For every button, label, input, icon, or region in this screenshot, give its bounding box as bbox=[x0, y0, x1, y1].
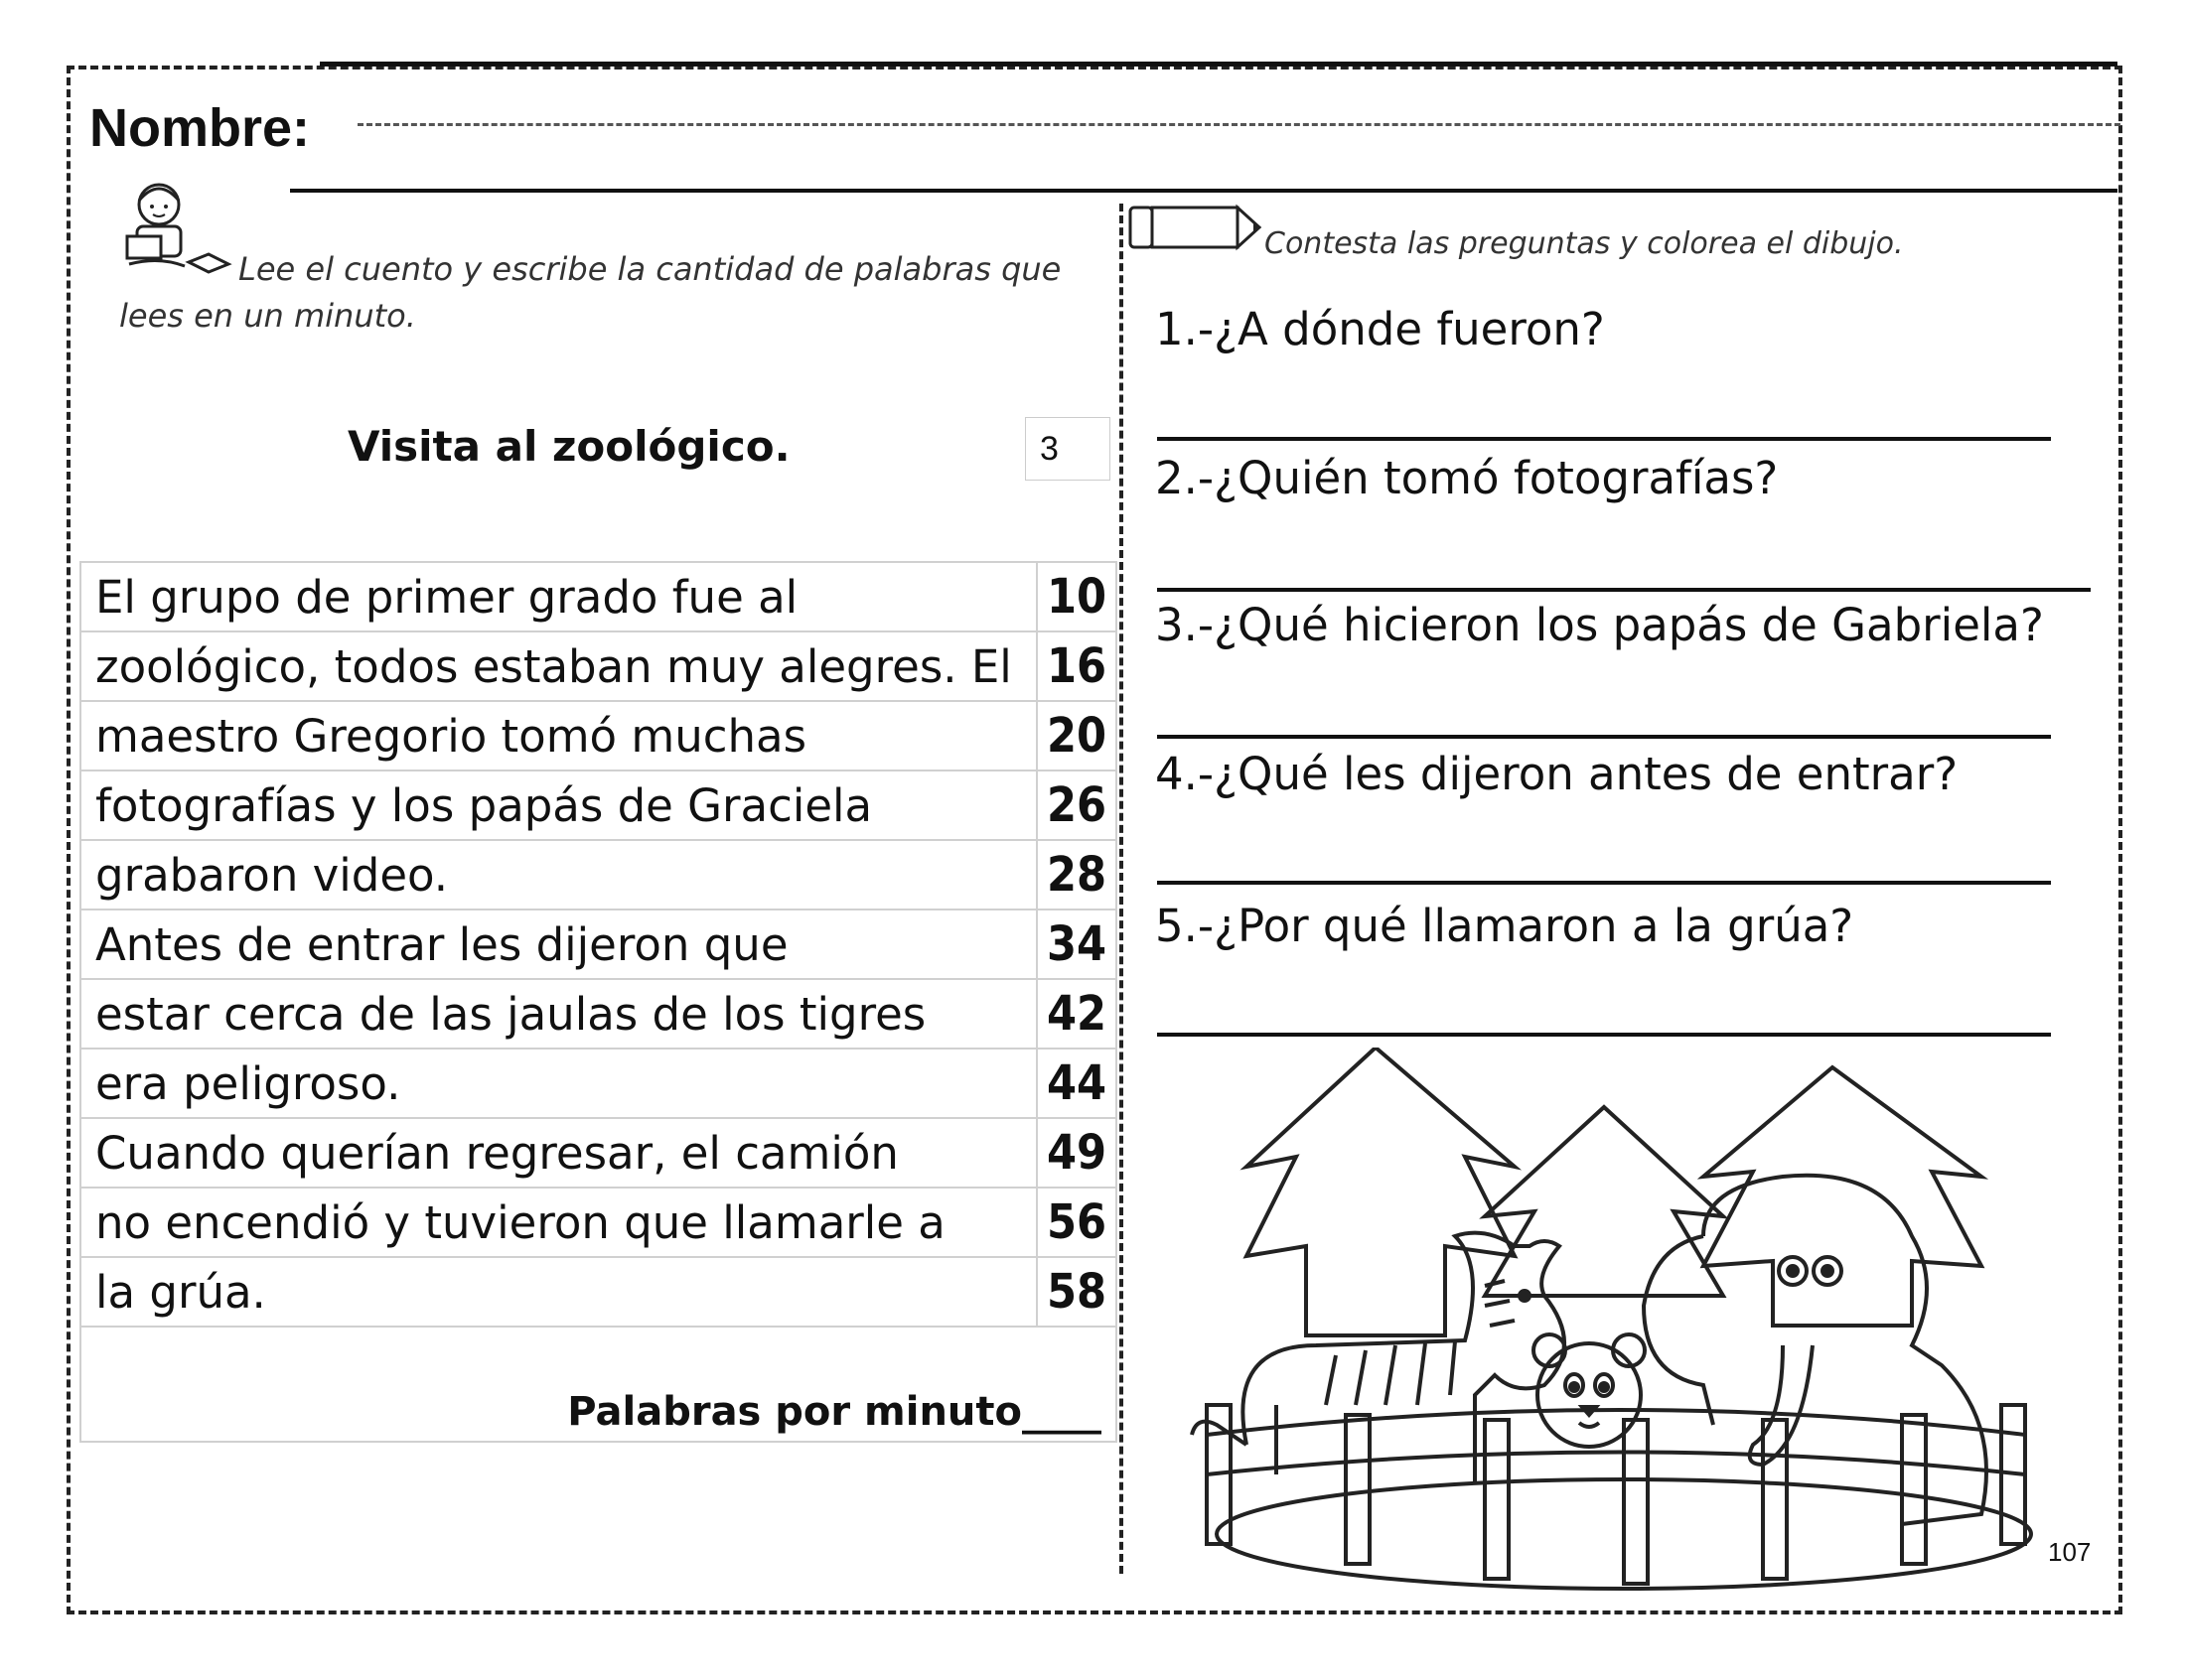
word-count: 20 bbox=[1037, 701, 1116, 770]
table-row bbox=[80, 910, 1116, 979]
pencil-icon bbox=[1126, 202, 1265, 253]
story-line: la grúa. bbox=[80, 1257, 1037, 1327]
answer-line-1 bbox=[1157, 437, 2051, 441]
question-1: 1.-¿A dónde fueron? bbox=[1155, 303, 1605, 355]
story-line: grabaron video. bbox=[80, 840, 1037, 910]
title-word-count: 3 bbox=[1025, 417, 1110, 481]
word-count: 49 bbox=[1037, 1118, 1116, 1188]
top-rule bbox=[320, 62, 2117, 67]
words-per-minute-label: Palabras por minuto____ bbox=[80, 1327, 1116, 1442]
word-count: 28 bbox=[1037, 840, 1116, 910]
table-row bbox=[80, 979, 1116, 1049]
questions-instruction: Contesta las preguntas y colorea el dibujo. bbox=[1264, 226, 1904, 261]
story-line: El grupo de primer grado fue al bbox=[80, 562, 1037, 631]
reading-instruction: Lee el cuento y escribe la cantidad de palabras que lees en un minuto. bbox=[119, 250, 1062, 335]
story-line: Cuando querían regresar, el camión bbox=[80, 1118, 1037, 1188]
question-5: 5.-¿Por qué llamaron a la grúa? bbox=[1155, 900, 1854, 952]
zoo-coloring-illustration bbox=[1187, 1048, 2051, 1594]
table-row bbox=[80, 840, 1116, 910]
story-table bbox=[79, 561, 1117, 1443]
name-answer-line bbox=[290, 189, 2117, 193]
story-title: Visita al zoológico. bbox=[348, 422, 791, 471]
word-count: 56 bbox=[1037, 1188, 1116, 1257]
page-number: 107 bbox=[2048, 1537, 2092, 1567]
question-4: 4.-¿Qué les dijeron antes de entrar? bbox=[1155, 748, 1959, 800]
word-count: 34 bbox=[1037, 910, 1116, 979]
table-row bbox=[80, 1049, 1116, 1118]
question-3: 3.-¿Qué hicieron los papás de Gabriela? bbox=[1155, 599, 2044, 651]
story-line: estar cerca de las jaulas de los tigres bbox=[80, 979, 1037, 1049]
table-row bbox=[80, 1188, 1116, 1257]
name-label: Nombre: bbox=[89, 98, 311, 158]
story-line: maestro Gregorio tomó muchas bbox=[80, 701, 1037, 770]
story-line: era peligroso. bbox=[80, 1049, 1037, 1118]
word-count: 42 bbox=[1037, 979, 1116, 1049]
answer-line-5 bbox=[1157, 1033, 2051, 1037]
table-row bbox=[80, 1118, 1116, 1188]
word-count: 26 bbox=[1037, 770, 1116, 840]
answer-line-4 bbox=[1157, 881, 2051, 885]
table-row bbox=[80, 562, 1116, 631]
answer-line-3 bbox=[1157, 735, 2051, 739]
story-line: zoológico, todos estaban muy alegres. El bbox=[80, 631, 1037, 701]
word-count: 16 bbox=[1037, 631, 1116, 701]
story-line: no encendió y tuvieron que llamarle a bbox=[80, 1188, 1037, 1257]
table-row bbox=[80, 770, 1116, 840]
name-dashed-line bbox=[358, 123, 2120, 126]
question-2: 2.-¿Quién tomó fotografías? bbox=[1155, 452, 1779, 504]
word-count: 10 bbox=[1037, 562, 1116, 631]
table-row bbox=[80, 1327, 1116, 1442]
story-line: Antes de entrar les dijeron que bbox=[80, 910, 1037, 979]
table-row bbox=[80, 701, 1116, 770]
answer-line-2 bbox=[1157, 588, 2091, 592]
table-row bbox=[80, 1257, 1116, 1327]
story-line: fotografías y los papás de Graciela bbox=[80, 770, 1037, 840]
table-row bbox=[80, 631, 1116, 701]
word-count: 58 bbox=[1037, 1257, 1116, 1327]
column-divider bbox=[1119, 204, 1123, 1574]
word-count: 44 bbox=[1037, 1049, 1116, 1118]
